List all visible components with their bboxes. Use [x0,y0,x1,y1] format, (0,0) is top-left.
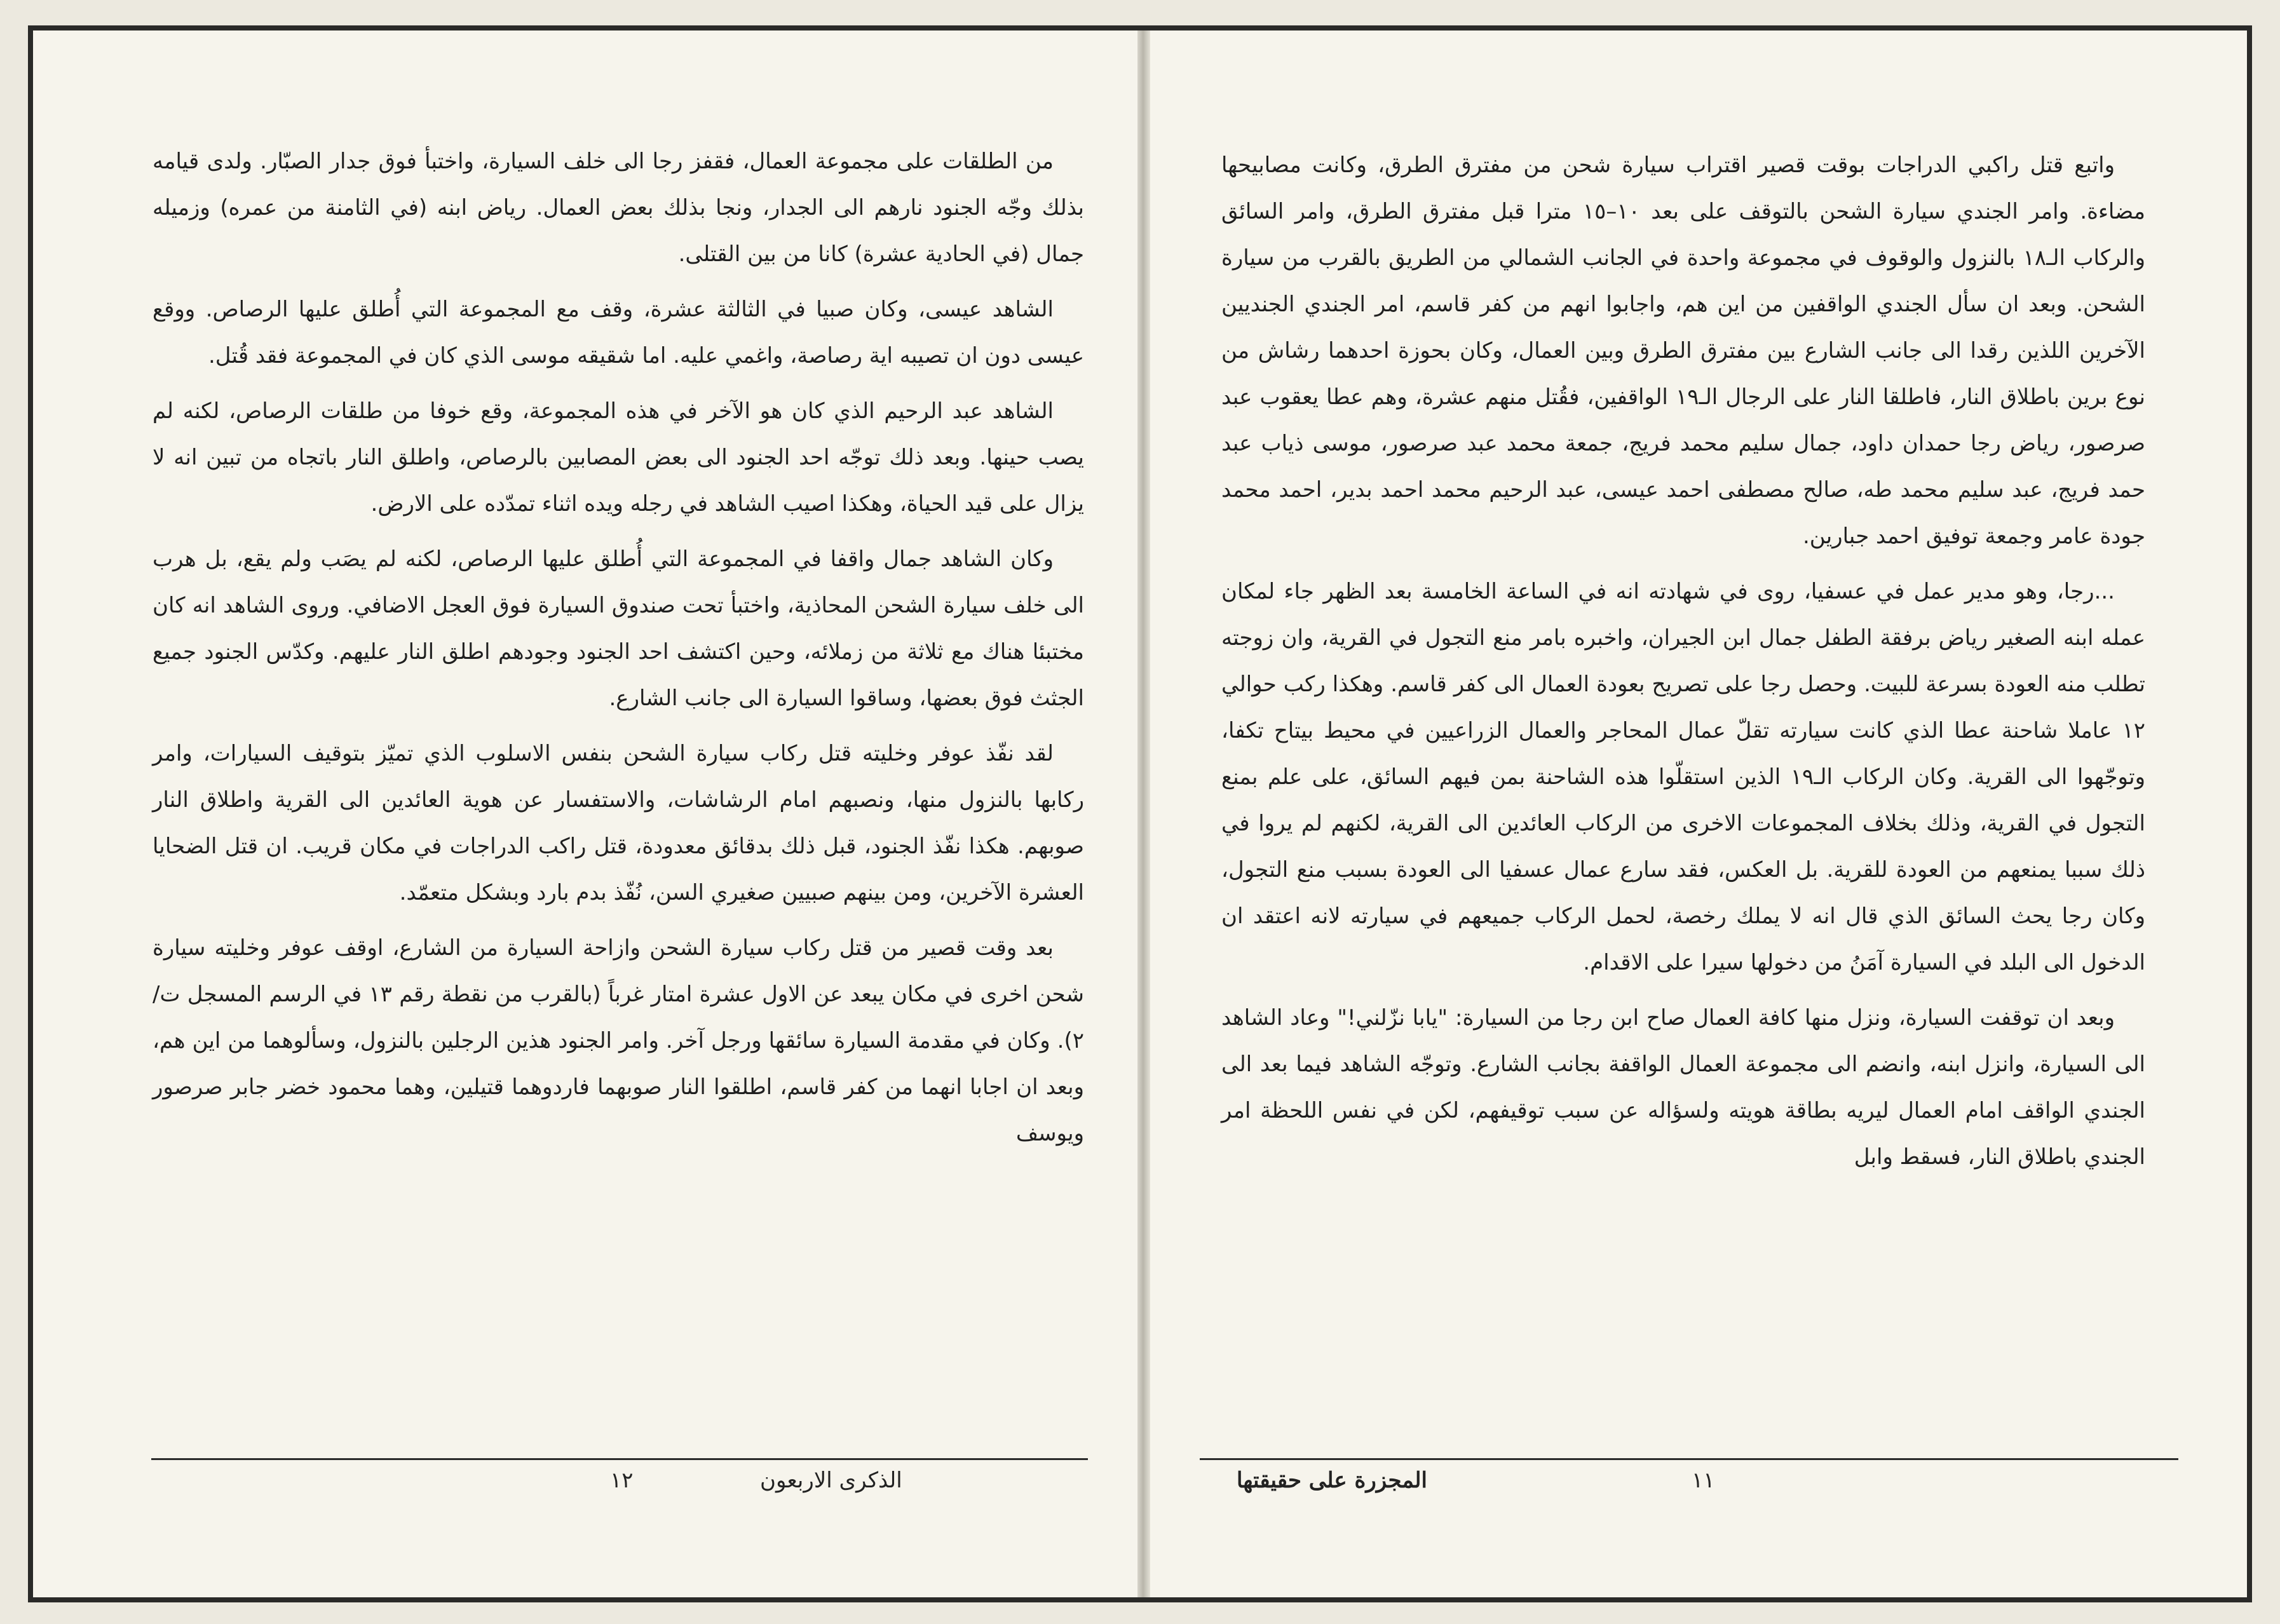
right-paragraph-1: واتبع قتل راكبي الدراجات بوقت قصير اقتراب سيارة شحن من مفترق الطرق، وكانت مصابيحها مضاءة. وامر الجندي سيارة الشحن بالتوقف على بعد ١٠–١٥ مترا قبل مفترق الطرق، وامر السائق والركاب الـ١٨ بالنزول والوقوف في مجموعة واحدة في الجانب الشمالي من الطريق بالقرب من سيارة الشحن. وبعد ان سأل الجندي الواقفين من اين هم، واجابوا انهم من كفر قاسم، امر الجندي الجنديين الآخرين اللذين رقدا الى جانب الشارع بين مفترق الطرق وبين العمال، وكان بحوزة احدهما رشاش من نوع برين باطلاق النار، فاطلقا النار على الرجال الـ١٩ الواقفين، فقُتل منهم عشرة، وهم عطا يعقوب عبد صرصور، رياض رجا حمدان داود، جمال سليم محمد فريج، جمعة محمد عبد صرصور، موسى ذياب عبد حمد فريج، عبد سليم محمد طه، صالح مصطفى احمد عيسى، عبد الرحيم محمد احمد بدير، احمد محمد جودة عامر وجمعة توفيق احمد جبارين. [1221,152,2145,549]
right-paragraph-3: وبعد ان توقفت السيارة، ونزل منها كافة العمال صاح ابن رجا من السيارة: "يابا نزّلني!" وعاد الشاهد الى السيارة، وانزل ابنه، وانضم الى مجموعة العمال الواقفة بجانب الشارع. وتوجّه الشاهد فيما بعد الى الجندي الواقف امام العمال ليريه بطاقة هويته ولسؤاله عن سبب توقيفهم، لكن في نفس اللحظة امر الجندي باطلاق النار، فسقط وابل [1221,1005,2145,1170]
left-footer-rule [151,1458,1088,1460]
left-paragraph-3: الشاهد عبد الرحيم الذي كان هو الآخر في هذه المجموعة، وقع خوفا من طلقات الرصاص، لكنه لم يصب حينها. وبعد ذلك توجّه احد الجنود الى بعض المصابين بالرصاص، واطلق النار باتجاه من تبين انه لا يزال على قيد الحياة، وهكذا اصيب الشاهد في رجله ويده اثناء تمدّده على الارض. [153,398,1084,517]
left-paragraph-4: وكان الشاهد جمال واقفا في المجموعة التي أُطلق عليها الرصاص، لكنه لم يصَب ولم يقع، بل هرب الى خلف سيارة الشحن المحاذية، واختبأ تحت صندوق السيارة فوق العجل الاضافي. وروى الشاهد انه كان مختبئا هناك مع ثلاثة من زملائه، وحين اكتشف احد الجنود وجودهم اطلق النار عليهم. وكدّس الجنود جميع الجثث فوق بعضها، وساقوا السيارة الى جانب الشارع. [153,546,1084,711]
left-paragraph-5: لقد نفّذ عوفر وخليته قتل ركاب سيارة الشحن بنفس الاسلوب الذي تميّز بتوقيف السيارات، وامر ركابها بالنزول منها، ونصبهم امام الرشاشات، والاستفسار عن هوية العائدين الى القرية واطلاق النار صوبهم. هكذا نفّذ الجنود، قبل ذلك بدقائق معدودة، قتل راكب الدراجات في مكان قريب. ان قتل الضحايا العشرة الآخرين، ومن بينهم صبيين صغيري السن، نُفّذ بدم بارد وبشكل متعمّد. [153,741,1084,905]
right-footer-rule [1200,1458,2178,1460]
book-spine [1137,30,1150,1597]
left-page-number: ١٢ [610,1468,634,1493]
left-footer-title: الذكرى الاربعون [760,1468,902,1493]
right-paragraph-2: ...رجا، وهو مدير عمل في عسفيا، روى في شهادته انه في الساعة الخامسة بعد الظهر جاء لمكان عمله ابنه الصغير رياض برفقة الطفل جمال ابن الجيران، واخبره بامر منع التجول في القرية، وان زوجته تطلب منه العودة بسرعة للبيت. وحصل رجا على تصريح بعودة العمال الى كفر قاسم. وهكذا ركب حوالي ١٢ عاملا شاحنة عطا الذي كانت سيارته تقلّ عمال المحاجر والعمال الزراعيين في محيط بيتاح تكفا، وتوجّهوا الى القرية. وكان الركاب الـ١٩ الذين استقلّوا هذه الشاحنة بمن فيهم السائق، على علم بمنع التجول في القرية، وذلك بخلاف المجموعات الاخرى من الركاب العائدين الى القرية، لكنهم لم يروا في ذلك سببا يمنعهم من العودة للقرية. بل العكس، فقد سارع عمال عسفيا الى العودة بسبب منع التجول، وكان رجا يحث السائق الذي قال انه لا يملك رخصة، لحمل الركاب جميعهم في سيارته لانه اعتقد ان الدخول الى البلد في السيارة آمَنُ من دخولها سيرا على الاقدام. [1221,579,2145,975]
right-page-body [1221,142,2145,1189]
right-page-number: ١١ [1692,1468,1715,1493]
left-paragraph-6: بعد وقت قصير من قتل ركاب سيارة الشحن وازاحة السيارة من الشارع، اوقف عوفر وخليته سيارة شحن اخرى في مكان يبعد عن الاول عشرة امتار غرباً (بالقرب من نقطة رقم ١٣ في الرسم المسجل ت/٢). وكان في مقدمة السيارة سائقها ورجل آخر. وامر الجنود هذين الرجلين بالنزول، وسألوهما من اين هم، وبعد ان اجابا انهما من كفر قاسم، اطلقوا النار صوبهما فاردوهما قتيلين، وهما محمود خضر جابر صرصور ويوسف [153,935,1084,1146]
left-paragraph-1: من الطلقات على مجموعة العمال، فقفز رجا الى خلف السيارة، واختبأ فوق جدار الصبّار. ولدى قيامه بذلك وجّه الجنود نارهم الى الجدار، ونجا بذلك بعض العمال. رياض ابنه (في الثامنة من عمره) وزميله جمال (في الحادية عشرة) كانا من بين القتلى. [153,149,1084,267]
left-paragraph-2: الشاهد عيسى، وكان صبيا في الثالثة عشرة، وقف مع المجموعة التي أُطلق عليها الرصاص. ووقع عيسى دون ان تصيبه اية رصاصة، واغمي عليه. اما شقيقه موسى الذي كان في المجموعة فقد قُتل. [153,297,1084,369]
right-page [1150,30,2247,1597]
left-page [33,30,1137,1597]
right-footer-title: المجزرة على حقيقتها [1237,1468,1427,1493]
left-page-body [153,139,1084,1166]
